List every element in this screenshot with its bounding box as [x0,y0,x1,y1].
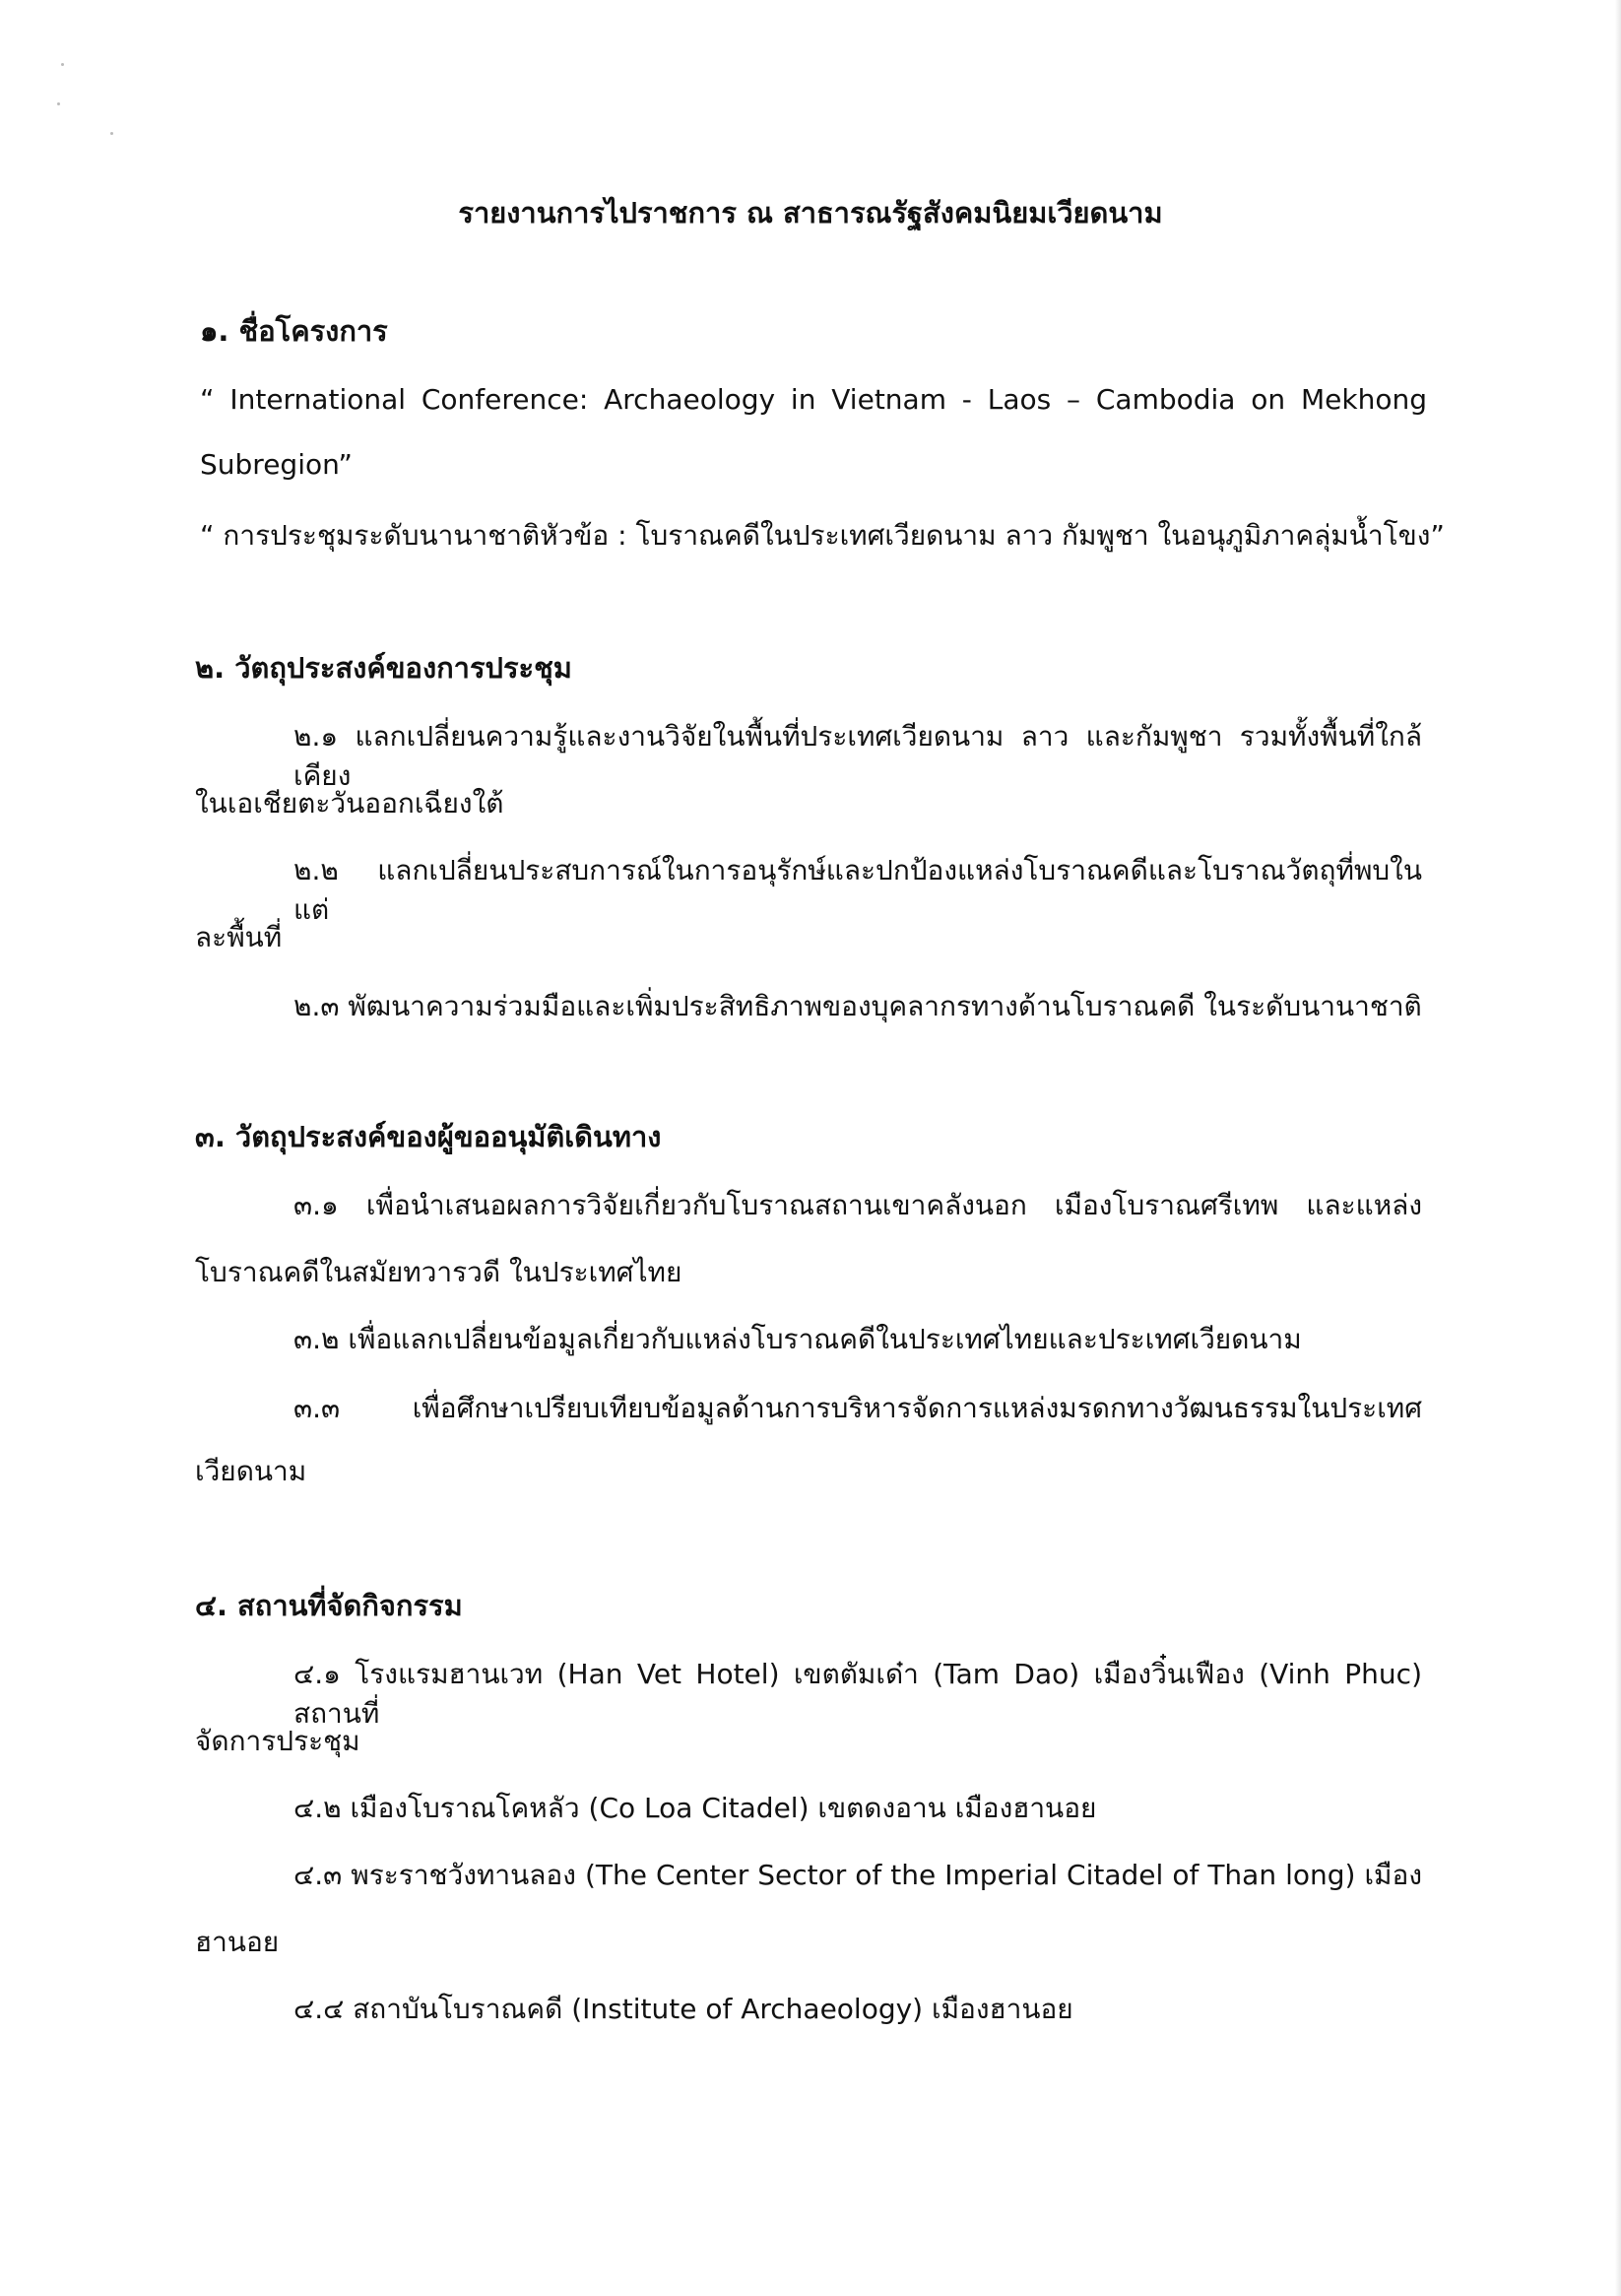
venue-4-4: ๔.๔ สถาบันโบราณคดี (Institute of Archaeology) เมืองฮานอย [293,1993,1073,2025]
scan-speck [61,63,64,66]
venue-4-3-line-2: ฮานอย [195,1926,280,1958]
objective-3-1-line-2: โบราณคดีในสมัยทวารวดี ในประเทศไทย [195,1256,682,1288]
objective-3-2: ๓.๒ เพื่อแลกเปลี่ยนข้อมูลเกี่ยวกับแหล่งโบราณคดีในประเทศไทยและประเทศเวียดนาม [293,1323,1302,1355]
section-2-heading: ๒. วัตถุประสงค์ของการประชุม [195,651,572,685]
venue-4-3-line-1: ๔.๓ พระราชวังทานลอง (The Center Sector of the Imperial Citadel of Than long) เมือง [293,1859,1422,1891]
scan-edge-shadow [1615,0,1621,2296]
objective-2-3: ๒.๓ พัฒนาความร่วมมือและเพิ่มประสิทธิภาพของบุคลากรทางด้านโบราณคดี ในระดับนานาชาติ [293,990,1422,1022]
section-3-heading: ๓. วัตถุประสงค์ของผู้ขออนุมัติเดินทาง [195,1120,662,1153]
project-name-english-line-1: “ International Conference: Archaeology in Vietnam - Laos – Cambodia on Mekhong [200,383,1427,416]
scan-speck [110,132,113,135]
project-name-english-line-2: Subregion” [200,448,353,481]
objective-2-2-line-1: ๒.๒ แลกเปลี่ยนประสบการณ์ในการอนุรักษ์และปกป้องแหล่งโบราณคดีและโบราณวัตถุที่พบในแต่ [293,854,1422,926]
scan-speck [57,102,60,105]
project-name-thai: “ การประชุมระดับนานาชาติหัวข้อ : โบราณคดีในประเทศเวียดนาม ลาว กัมพูชา ในอนุภูมิภาคลุ่มน้ำโขง” [200,519,1445,552]
objective-2-2-line-2: ละพื้นที่ [195,921,283,953]
objective-3-3-line-1: ๓.๓ เพื่อศึกษาเปรียบเทียบข้อมูลด้านการบริหารจัดการแหล่งมรดกทางวัฒนธรรมในประเทศ [293,1392,1422,1424]
page-title: รายงานการไปราชการ ณ สาธารณรัฐสังคมนิยมเวียดนาม [458,196,1163,230]
objective-3-3-line-2: เวียดนาม [195,1455,307,1487]
objective-2-1-line-2: ในเอเชียตะวันออกเฉียงใต้ [195,787,504,820]
objective-2-1-line-1: ๒.๑ แลกเปลี่ยนความรู้และงานวิจัยในพื้นที่ประเทศเวียดนาม ลาว และกัมพูชา รวมทั้งพื้นที่ใกล้เคียง [293,720,1422,792]
section-4-heading: ๔. สถานที่จัดกิจกรรม [195,1589,463,1622]
objective-3-1-line-1: ๓.๑ เพื่อนำเสนอผลการวิจัยเกี่ยวกับโบราณสถานเขาคลังนอก เมืองโบราณศรีเทพ และแหล่ง [293,1189,1422,1221]
section-1-heading: ๑. ชื่อโครงการ [200,314,388,348]
venue-4-2: ๔.๒ เมืองโบราณโคหลัว (Co Loa Citadel) เขตดงอาน เมืองฮานอย [293,1792,1097,1824]
venue-4-1-line-2: จัดการประชุม [195,1725,360,1757]
venue-4-1-line-1: ๔.๑ โรงแรมฮานเวท (Han Vet Hotel) เขตตัมเด๋า (Tam Dao) เมืองวิ๋นเฟือง (Vinh Phuc) สถานที่ [293,1658,1422,1730]
